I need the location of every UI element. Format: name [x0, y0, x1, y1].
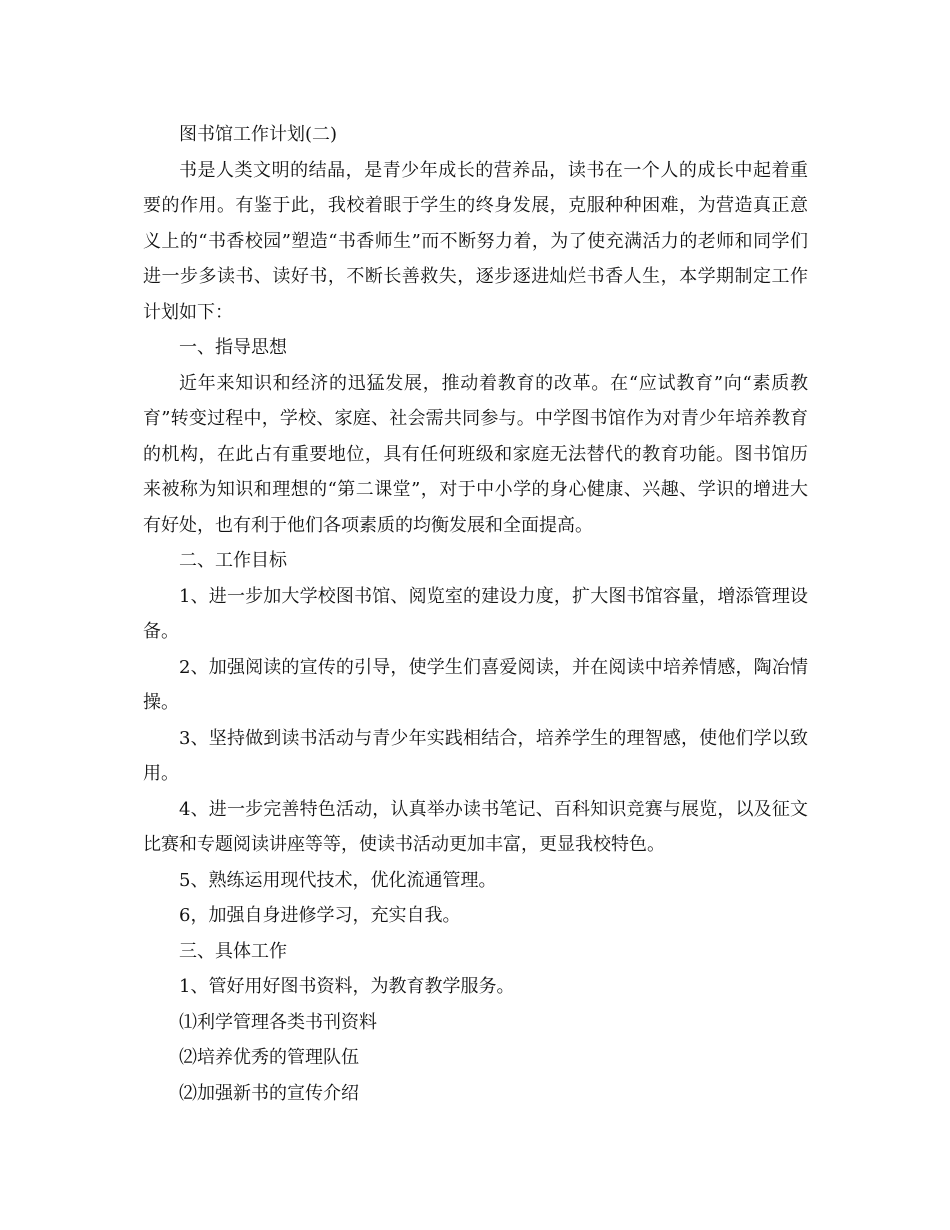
goal-item-3: 3、坚持做到读书活动与青少年实践相结合，培养学生的理智感，使他们学以致用。 [143, 727, 808, 784]
goal-item-4: 4、进一步完善特色活动，认真举办读书笔记、百科知识竞赛与展览，以及征文比赛和专题阅读讲座等等，使读书活动更加丰富，更显我校特色。 [143, 798, 808, 855]
work-item-1: 1、管好用好图书资料，为教育教学服务。 [179, 976, 515, 997]
work-subitem-2: ⑵培养优秀的管理队伍 [179, 1047, 359, 1068]
guiding-thought-paragraph: 近年来知识和经济的迅猛发展，推动着教育的改革。在“应试教育”向“素质教育”转变过程中，学校、家庭、社会需共同参与。中学图书馆作为对青少年培养教育的机构，在此占有重要地位，具有任何班级和家庭无法替代的教育功能。图书馆历来被称为知识和理想的“第二课堂”，对于中小学的身心健康、兴趣、学识的增进大有好处，也有利于他们各项素质的均衡发展和全面提高。 [143, 372, 808, 536]
document-body [143, 117, 808, 1111]
goal-item-2: 2、加强阅读的宣传的引导，使学生们喜爱阅读，并在阅读中培养情感，陶冶情操。 [143, 656, 808, 713]
work-subitem-1: ⑴利学管理各类书刊资料 [179, 1011, 377, 1033]
section-heading-specific-work: 三、具体工作 [179, 940, 287, 962]
goal-item-6: 6，加强自身进修学习，充实自我。 [179, 905, 461, 926]
goal-item-1: 1、进一步加大学校图书馆、阅览室的建设力度，扩大图书馆容量，增添管理设备。 [143, 585, 808, 642]
document-title: 图书馆工作计划(二) [179, 124, 338, 145]
goal-item-5: 5、熟练运用现代技术，优化流通管理。 [179, 869, 497, 891]
intro-paragraph: 书是人类文明的结晶，是青少年成长的营养品，读书在一个人的成长中起着重要的作用。有鉴于此，我校着眼于学生的终身发展，克服种种困难，为营造真正意义上的“书香校园”塑造“书香师生”而不断努力着，为了使充满活力的老师和同学们进一步多读书、读好书，不断长善救失，逐步逐进灿烂书香人生，本学期制定工作计划如下： [143, 159, 808, 323]
section-heading-work-goals: 二、工作目标 [179, 550, 287, 571]
section-heading-guiding-thought: 一、指导思想 [179, 337, 287, 358]
work-subitem-3: ⑵加强新书的宣传介绍 [179, 1082, 359, 1104]
